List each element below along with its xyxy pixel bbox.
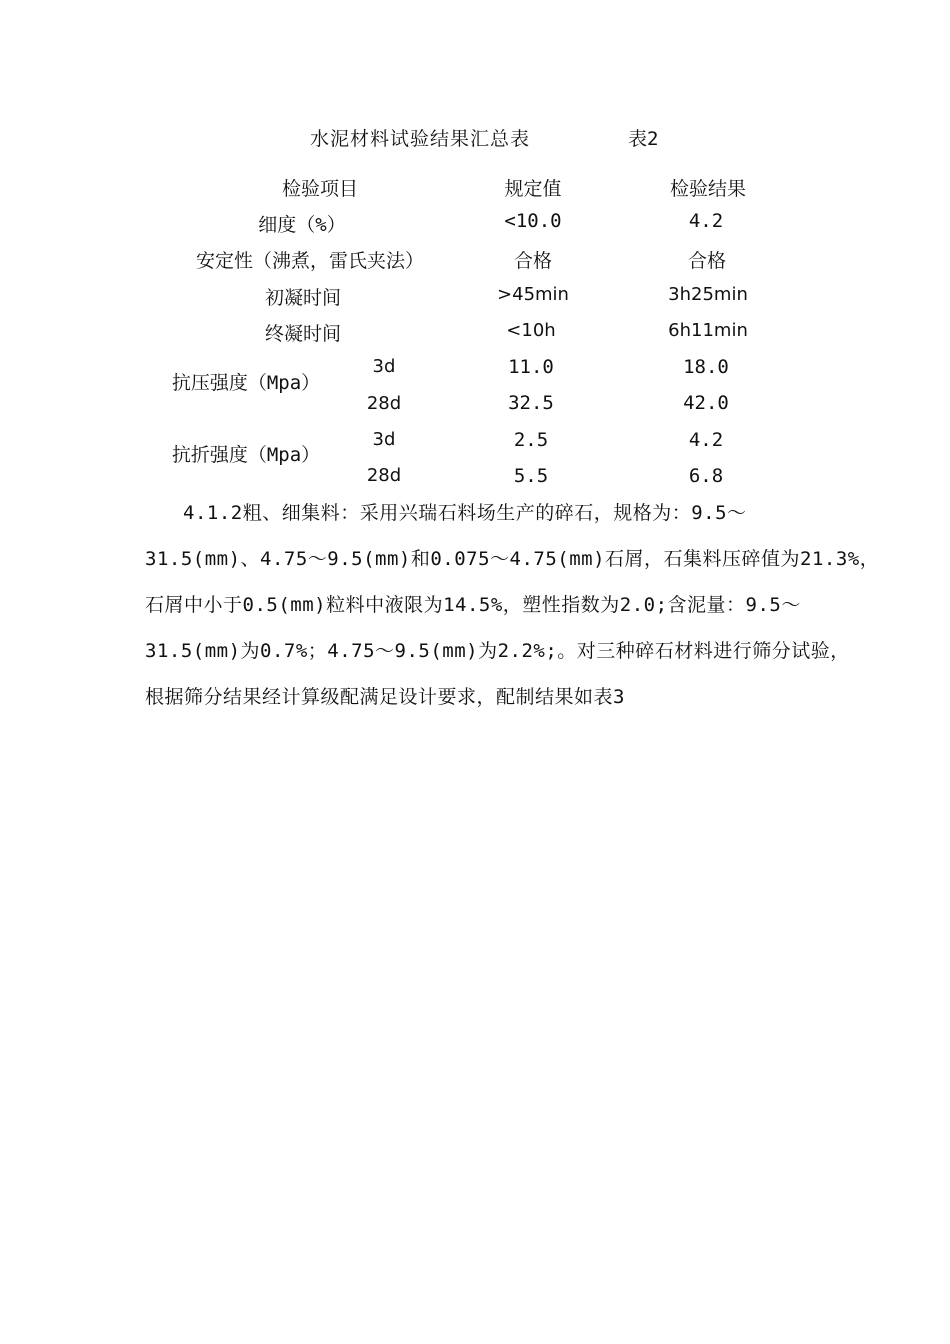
compressive-spec: 11.0 bbox=[508, 356, 554, 378]
row-result: 3h25min bbox=[668, 284, 748, 305]
row-spec: 合格 bbox=[513, 250, 553, 272]
row-spec: >45min bbox=[497, 284, 569, 305]
paragraph-line: 31.5(mm)为0.7%；4.75～9.5(mm)为2.2%;。对三种碎石材料进行筛分试验， bbox=[145, 640, 850, 662]
compressive-strength-label: 抗压强度（Mpa） bbox=[171, 372, 321, 394]
compressive-result: 18.0 bbox=[683, 356, 729, 378]
paragraph-line: 石屑中小于0.5(mm)粒料中液限为14.5%，塑性指数为2.0;含泥量：9.5～ bbox=[145, 594, 801, 616]
paragraph-line: 根据筛分结果经计算级配满足设计要求，配制结果如表3 bbox=[145, 686, 625, 708]
compressive-age: 3d bbox=[372, 356, 396, 377]
row-item: 终凝时间 bbox=[264, 323, 342, 345]
flexural-age: 3d bbox=[372, 429, 396, 450]
row-item: 初凝时间 bbox=[264, 287, 342, 309]
header-spec: 规定值 bbox=[504, 178, 562, 200]
row-result: 6h11min bbox=[668, 320, 748, 341]
flexural-spec: 5.5 bbox=[513, 465, 549, 487]
row-item: 细度（%） bbox=[258, 214, 346, 236]
flexural-strength-label: 抗折强度（Mpa） bbox=[171, 444, 321, 466]
flexural-result: 6.8 bbox=[688, 465, 724, 487]
table-title-row bbox=[0, 124, 950, 152]
paragraph-line: 31.5(mm)、4.75～9.5(mm)和0.075～4.75(mm)石屑，石集料压碎值为21.3%， bbox=[145, 548, 880, 570]
row-spec: <10.0 bbox=[504, 210, 562, 232]
table-title: 水泥材料试验结果汇总表 bbox=[310, 128, 531, 150]
row-item: 安定性（沸煮，雷氏夹法） bbox=[195, 250, 425, 272]
row-result: 4.2 bbox=[688, 210, 724, 232]
paragraph-line: 4.1.2粗、细集料：采用兴瑞石料场生产的碎石，规格为：9.5～ bbox=[183, 502, 747, 524]
row-result: 合格 bbox=[687, 250, 727, 272]
header-item: 检验项目 bbox=[281, 178, 359, 200]
flexural-age: 28d bbox=[366, 465, 402, 486]
compressive-spec: 32.5 bbox=[508, 392, 554, 414]
body-paragraph bbox=[145, 490, 885, 720]
flexural-spec: 2.5 bbox=[513, 429, 549, 451]
table-number: 表2 bbox=[628, 128, 659, 150]
header-result: 检验结果 bbox=[669, 178, 747, 200]
flexural-result: 4.2 bbox=[688, 429, 724, 451]
compressive-result: 42.0 bbox=[683, 392, 729, 414]
compressive-age: 28d bbox=[366, 393, 402, 414]
row-spec: <10h bbox=[506, 320, 556, 341]
